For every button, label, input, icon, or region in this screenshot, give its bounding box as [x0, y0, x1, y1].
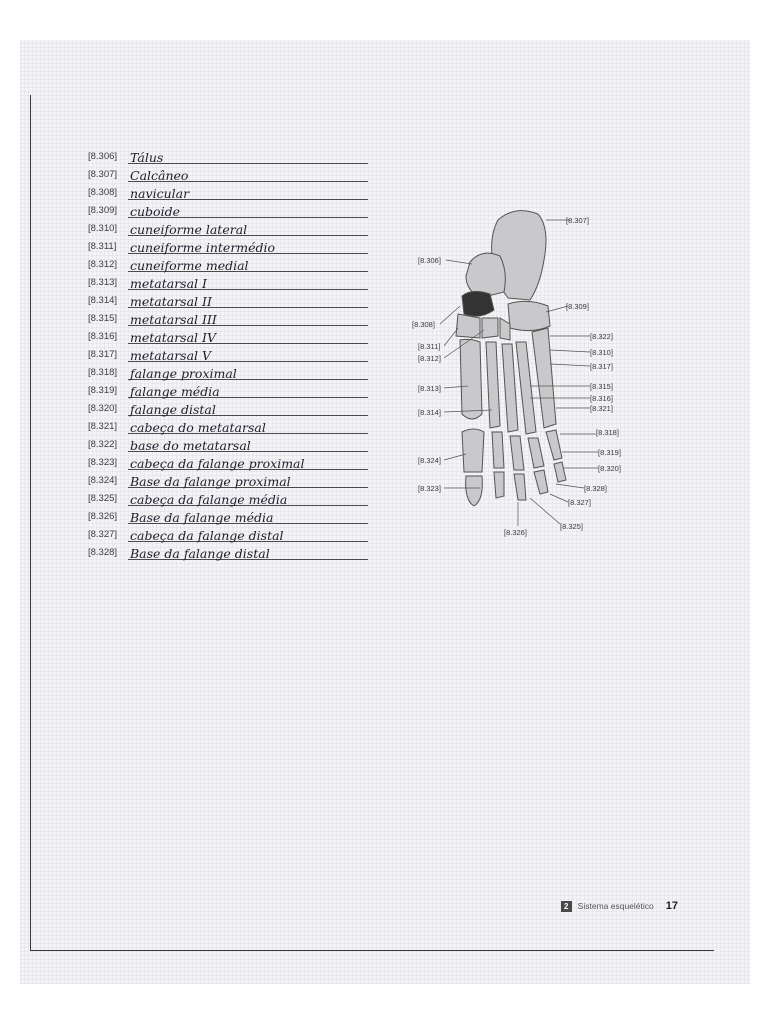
answer-code: [8.325]	[88, 493, 118, 504]
answer-code: [8.313]	[88, 277, 118, 288]
metatarsal-4	[516, 342, 536, 434]
figure-label: [8.308]	[412, 320, 435, 329]
handwritten-answer: falange média	[130, 384, 220, 399]
handwritten-answer: navicular	[130, 186, 190, 201]
figure-label: [8.325]	[560, 522, 583, 531]
answer-line	[128, 543, 368, 560]
handwritten-answer: metatarsal V	[130, 348, 212, 363]
answer-code: [8.319]	[88, 385, 118, 396]
answer-code: [8.323]	[88, 457, 118, 468]
handwritten-answer: Calcâneo	[130, 168, 189, 183]
answer-code: [8.321]	[88, 421, 118, 432]
metatarsal-1	[460, 339, 482, 419]
handwritten-answer: metatarsal I	[130, 276, 207, 291]
figure-label: [8.316]	[590, 394, 613, 403]
answer-row	[88, 272, 368, 290]
answer-line	[128, 273, 368, 290]
answer-row	[88, 452, 368, 470]
figure-label: [8.306]	[418, 256, 441, 265]
answer-line	[128, 219, 368, 236]
figure-label: [8.318]	[596, 428, 619, 437]
answer-row	[88, 506, 368, 524]
figure-label: [8.322]	[590, 332, 613, 341]
answer-row	[88, 470, 368, 488]
proximal-phalanx-2	[492, 432, 504, 468]
answer-row	[88, 164, 368, 182]
handwritten-answer: cuneiforme intermédio	[130, 240, 276, 255]
answer-row	[88, 344, 368, 362]
figure-label: [8.324]	[418, 456, 441, 465]
answer-row	[88, 290, 368, 308]
answer-code: [8.327]	[88, 529, 118, 540]
answer-line	[128, 525, 368, 542]
answer-row	[88, 380, 368, 398]
proximal-phalanx-4	[528, 438, 544, 468]
answer-code: [8.316]	[88, 331, 118, 342]
answer-code: [8.307]	[88, 169, 118, 180]
answer-line	[128, 363, 368, 380]
handwritten-answer: cabeça da falange média	[130, 492, 288, 507]
answer-line	[128, 453, 368, 470]
metatarsal-5	[532, 328, 556, 428]
answer-row	[88, 398, 368, 416]
answer-line	[128, 147, 368, 164]
answer-code: [8.326]	[88, 511, 118, 522]
answer-line	[128, 381, 368, 398]
handwritten-answer: cabeça da falange proximal	[130, 456, 305, 471]
proximal-phalanx-3	[510, 436, 524, 470]
figure-label: [8.321]	[590, 404, 613, 413]
answer-row	[88, 542, 368, 560]
middle-phalanx-3	[514, 474, 526, 500]
proximal-phalanx-5	[546, 430, 562, 460]
page-footer	[561, 900, 678, 912]
handwritten-answer: Base da falange distal	[130, 546, 270, 561]
distal-phalanx-1	[466, 476, 483, 506]
answer-code: [8.328]	[88, 547, 118, 558]
answer-row	[88, 236, 368, 254]
figure-label: [8.323]	[418, 484, 441, 493]
handwritten-answer: Base da falange média	[130, 510, 274, 525]
answer-line	[128, 201, 368, 218]
answer-row	[88, 182, 368, 200]
handwritten-answer: base do metatarsal	[130, 438, 251, 453]
answer-code: [8.314]	[88, 295, 118, 306]
answer-row	[88, 308, 368, 326]
metatarsal-2	[486, 342, 500, 428]
answer-line	[128, 417, 368, 434]
answer-line	[128, 399, 368, 416]
intermediate-cuneiform-bone	[482, 318, 498, 338]
foot-skeleton-figure	[410, 200, 620, 540]
answer-code: [8.322]	[88, 439, 118, 450]
figure-label: [8.309]	[566, 302, 589, 311]
handwritten-answer: cuneiforme medial	[130, 258, 249, 273]
answer-line	[128, 237, 368, 254]
figure-label: [8.314]	[418, 408, 441, 417]
answer-code: [8.306]	[88, 151, 118, 162]
metatarsal-3	[502, 344, 518, 432]
answer-code: [8.317]	[88, 349, 118, 360]
answer-row	[88, 416, 368, 434]
handwritten-answer: cuboide	[130, 204, 180, 219]
chapter-number-badge: 2	[561, 901, 572, 912]
proximal-phalanx-1	[462, 429, 484, 472]
answer-row	[88, 362, 368, 380]
answer-row	[88, 146, 368, 164]
figure-label: [8.320]	[598, 464, 621, 473]
answer-row	[88, 434, 368, 452]
middle-phalanx-4	[534, 470, 548, 494]
answer-row	[88, 326, 368, 344]
figure-label: [8.326]	[504, 528, 527, 537]
answer-line	[128, 489, 368, 506]
figure-label: [8.319]	[598, 448, 621, 457]
answer-row	[88, 524, 368, 542]
answer-line	[128, 309, 368, 326]
answer-line	[128, 471, 368, 488]
answer-line	[128, 183, 368, 200]
handwritten-answer: Base da falange proximal	[130, 474, 291, 489]
answer-row	[88, 254, 368, 272]
answer-line	[128, 255, 368, 272]
answer-line	[128, 327, 368, 344]
page-number: 17	[665, 900, 678, 912]
answer-code: [8.311]	[88, 241, 117, 252]
middle-phalanx-2	[494, 472, 504, 498]
navicular-bone	[462, 291, 494, 316]
answer-row	[88, 218, 368, 236]
figure-label: [8.313]	[418, 384, 441, 393]
handwritten-answer: cuneiforme lateral	[130, 222, 248, 237]
handwritten-answer: cabeça da falange distal	[130, 528, 284, 543]
handwritten-answer: cabeça do metatarsal	[130, 420, 266, 435]
figure-label: [8.315]	[590, 382, 613, 391]
handwritten-answer: falange proximal	[130, 366, 237, 381]
answer-code: [8.308]	[88, 187, 118, 198]
answer-code: [8.310]	[88, 223, 118, 234]
handwritten-answer: metatarsal IV	[130, 330, 216, 345]
handwritten-answer: falange distal	[130, 402, 216, 417]
figure-label: [8.310]	[590, 348, 613, 357]
answer-line	[128, 165, 368, 182]
handwritten-answer: metatarsal III	[130, 312, 217, 327]
answer-code: [8.324]	[88, 475, 118, 486]
figure-label: [8.311]	[418, 342, 441, 351]
figure-label: [8.317]	[590, 362, 613, 371]
answer-line	[128, 291, 368, 308]
answer-row	[88, 488, 368, 506]
answer-list	[88, 146, 368, 560]
answer-line	[128, 507, 368, 524]
handwritten-answer: Tálus	[130, 150, 164, 165]
answer-code: [8.318]	[88, 367, 118, 378]
answer-row	[88, 200, 368, 218]
answer-line	[128, 345, 368, 362]
figure-label: [8.307]	[566, 216, 589, 225]
answer-code: [8.320]	[88, 403, 118, 414]
answer-code: [8.312]	[88, 259, 118, 270]
answer-code: [8.309]	[88, 205, 118, 216]
figure-label: [8.312]	[418, 354, 441, 363]
cuboid-bone	[508, 301, 550, 330]
figure-label: [8.327]	[568, 498, 591, 507]
lateral-cuneiform-bone	[500, 318, 510, 340]
middle-phalanx-5	[554, 462, 566, 482]
handwritten-answer: metatarsal II	[130, 294, 212, 309]
figure-label: [8.328]	[584, 484, 607, 493]
chapter-title: Sistema esquelético	[577, 901, 654, 911]
answer-code: [8.315]	[88, 313, 118, 324]
medial-cuneiform-bone	[456, 314, 480, 338]
answer-line	[128, 435, 368, 452]
